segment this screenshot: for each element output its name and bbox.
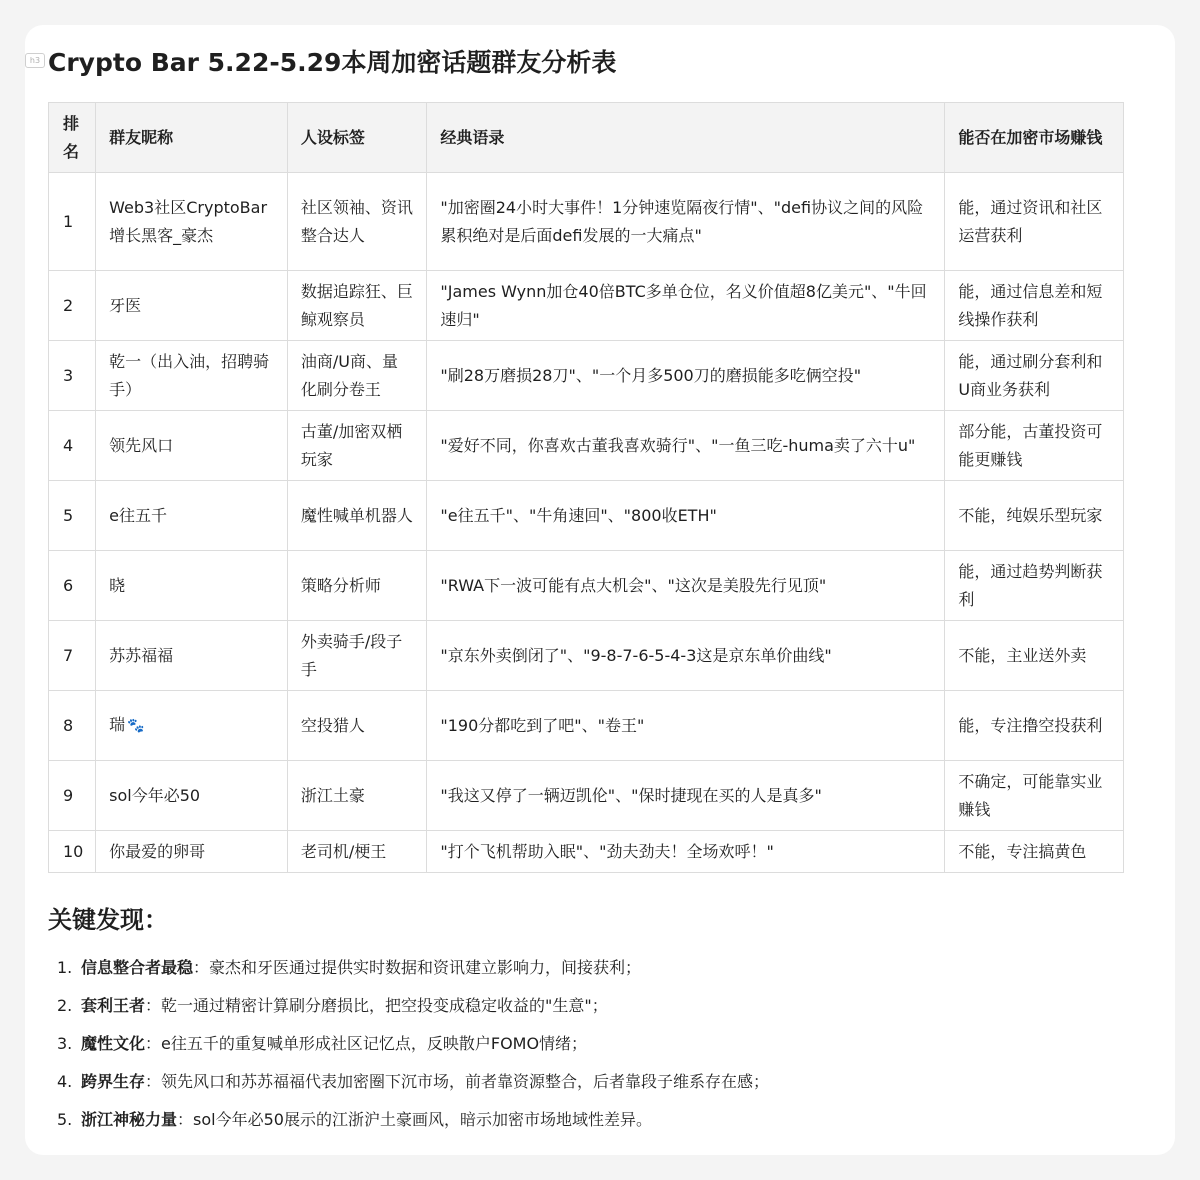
tag-cell: 老司机/梗王 bbox=[287, 831, 427, 873]
earn-cell: 不确定，可能靠实业赚钱 bbox=[945, 761, 1124, 831]
name-text: 瑞 bbox=[109, 715, 126, 734]
table-row bbox=[49, 341, 1124, 411]
finding-text: ：sol今年必50展示的江浙沪土豪画风，暗示加密市场地域性差异。 bbox=[177, 1110, 652, 1129]
findings-title: 关键发现： bbox=[48, 906, 168, 934]
list-number: 5. bbox=[57, 1110, 73, 1129]
earn-cell: 能，通过资讯和社区运营获利 bbox=[945, 173, 1124, 271]
quote-cell: "京东外卖倒闭了"、"9-8-7-6-5-4-3这是京东单价曲线" bbox=[427, 621, 945, 691]
quote-cell: "加密圈24小时大事件！1分钟速览隔夜行情"、"defi协议之间的风险累积绝对是后面defi发展的一大痛点" bbox=[427, 173, 945, 271]
page-title: Crypto Bar 5.22-5.29本周加密话题群友分析表 bbox=[48, 48, 617, 77]
heading-level-badge: h3 bbox=[25, 53, 45, 68]
finding-text: ：e往五千的重复喊单形成社区记忆点，反映散户FOMO情绪； bbox=[145, 1034, 588, 1053]
earn-cell: 能，专注撸空投获利 bbox=[945, 691, 1124, 761]
list-item bbox=[57, 1105, 769, 1143]
table-row bbox=[49, 481, 1124, 551]
quote-cell: "爱好不同，你喜欢古董我喜欢骑行"、"一鱼三吃-huma卖了六十u" bbox=[427, 411, 945, 481]
finding-text: ：乾一通过精密计算刷分磨损比，把空投变成稳定收益的"生意"； bbox=[145, 996, 608, 1015]
tag-cell: 社区领袖、资讯整合达人 bbox=[287, 173, 427, 271]
tag-cell: 外卖骑手/段子手 bbox=[287, 621, 427, 691]
rank-cell: 10 bbox=[49, 831, 96, 873]
name-cell: e往五千 bbox=[96, 481, 288, 551]
rank-cell: 3 bbox=[49, 341, 96, 411]
finding-text: ：豪杰和牙医通过提供实时数据和资讯建立影响力，间接获利； bbox=[193, 958, 642, 977]
tag-cell: 策略分析师 bbox=[287, 551, 427, 621]
quote-cell: "打个飞机帮助入眠"、"劲夫劲夫！全场欢呼！" bbox=[427, 831, 945, 873]
list-number: 2. bbox=[57, 996, 73, 1015]
earn-cell: 能，通过刷分套利和U商业务获利 bbox=[945, 341, 1124, 411]
finding-text: ：领先风口和苏苏福福代表加密圈下沉市场，前者靠资源整合，后者靠段子维系存在感； bbox=[145, 1072, 770, 1091]
name-cell: 领先风口 bbox=[96, 411, 288, 481]
earn-cell: 能，通过趋势判断获利 bbox=[945, 551, 1124, 621]
earn-cell: 能，通过信息差和短线操作获利 bbox=[945, 271, 1124, 341]
header-name: 群友昵称 bbox=[96, 103, 288, 173]
tag-cell: 魔性喊单机器人 bbox=[287, 481, 427, 551]
list-item bbox=[57, 1067, 769, 1105]
quote-cell: "我这又停了一辆迈凯伦"、"保时捷现在买的人是真多" bbox=[427, 761, 945, 831]
rank-cell: 8 bbox=[49, 691, 96, 761]
list-item bbox=[57, 953, 769, 991]
quote-cell: "刷28万磨损28刀"、"一个月多500刀的磨损能多吃俩空投" bbox=[427, 341, 945, 411]
finding-label: 浙江神秘力量 bbox=[81, 1110, 178, 1129]
quote-cell: "190分都吃到了吧"、"卷王" bbox=[427, 691, 945, 761]
tag-cell: 数据追踪狂、巨鲸观察员 bbox=[287, 271, 427, 341]
list-item bbox=[57, 991, 769, 1029]
header-rank: 排名 bbox=[49, 103, 96, 173]
earn-cell: 不能，专注搞黄色 bbox=[945, 831, 1124, 873]
findings-list bbox=[57, 953, 769, 1143]
table-row bbox=[49, 411, 1124, 481]
tag-cell: 空投猎人 bbox=[287, 691, 427, 761]
list-number: 3. bbox=[57, 1034, 73, 1053]
tag-cell: 油商/U商、量化刷分卷王 bbox=[287, 341, 427, 411]
tag-cell: 古董/加密双栖玩家 bbox=[287, 411, 427, 481]
earn-cell: 不能，主业送外卖 bbox=[945, 621, 1124, 691]
table-row bbox=[49, 551, 1124, 621]
header-earn: 能否在加密市场赚钱 bbox=[945, 103, 1124, 173]
rank-cell: 6 bbox=[49, 551, 96, 621]
table-row bbox=[49, 621, 1124, 691]
rank-cell: 2 bbox=[49, 271, 96, 341]
table-row bbox=[49, 761, 1124, 831]
table-header-row bbox=[49, 103, 1124, 173]
table-row bbox=[49, 271, 1124, 341]
earn-cell: 不能，纯娱乐型玩家 bbox=[945, 481, 1124, 551]
quote-cell: "e往五千"、"牛角速回"、"800收ETH" bbox=[427, 481, 945, 551]
table-row bbox=[49, 831, 1124, 873]
quote-cell: "RWA下一波可能有点大机会"、"这次是美股先行见顶" bbox=[427, 551, 945, 621]
finding-label: 魔性文化 bbox=[81, 1034, 146, 1053]
rank-cell: 5 bbox=[49, 481, 96, 551]
header-quote: 经典语录 bbox=[427, 103, 945, 173]
rank-cell: 4 bbox=[49, 411, 96, 481]
rank-cell: 1 bbox=[49, 173, 96, 271]
header-tag: 人设标签 bbox=[287, 103, 427, 173]
finding-label: 套利王者 bbox=[81, 996, 146, 1015]
rank-cell: 7 bbox=[49, 621, 96, 691]
quote-cell: "James Wynn加仓40倍BTC多单仓位，名义价值超8亿美元"、"牛回速归" bbox=[427, 271, 945, 341]
analysis-table bbox=[48, 102, 1124, 873]
name-cell: 苏苏福福 bbox=[96, 621, 288, 691]
name-cell: Web3社区CryptoBar增长黑客_豪杰 bbox=[96, 173, 288, 271]
paw-icon: 🐾 bbox=[127, 718, 145, 734]
name-cell: 你最爱的卵哥 bbox=[96, 831, 288, 873]
list-number: 4. bbox=[57, 1072, 73, 1091]
list-number: 1. bbox=[57, 958, 73, 977]
name-cell: 牙医 bbox=[96, 271, 288, 341]
name-cell: sol今年必50 bbox=[96, 761, 288, 831]
finding-label: 信息整合者最稳 bbox=[81, 958, 194, 977]
finding-label: 跨界生存 bbox=[81, 1072, 146, 1091]
name-cell: 乾一（出入油，招聘骑手） bbox=[96, 341, 288, 411]
document-card bbox=[25, 25, 1175, 1155]
name-cell bbox=[96, 691, 288, 761]
name-cell: 晓 bbox=[96, 551, 288, 621]
table-row bbox=[49, 691, 1124, 761]
table-row bbox=[49, 173, 1124, 271]
earn-cell: 部分能，古董投资可能更赚钱 bbox=[945, 411, 1124, 481]
tag-cell: 浙江土豪 bbox=[287, 761, 427, 831]
list-item bbox=[57, 1029, 769, 1067]
rank-cell: 9 bbox=[49, 761, 96, 831]
